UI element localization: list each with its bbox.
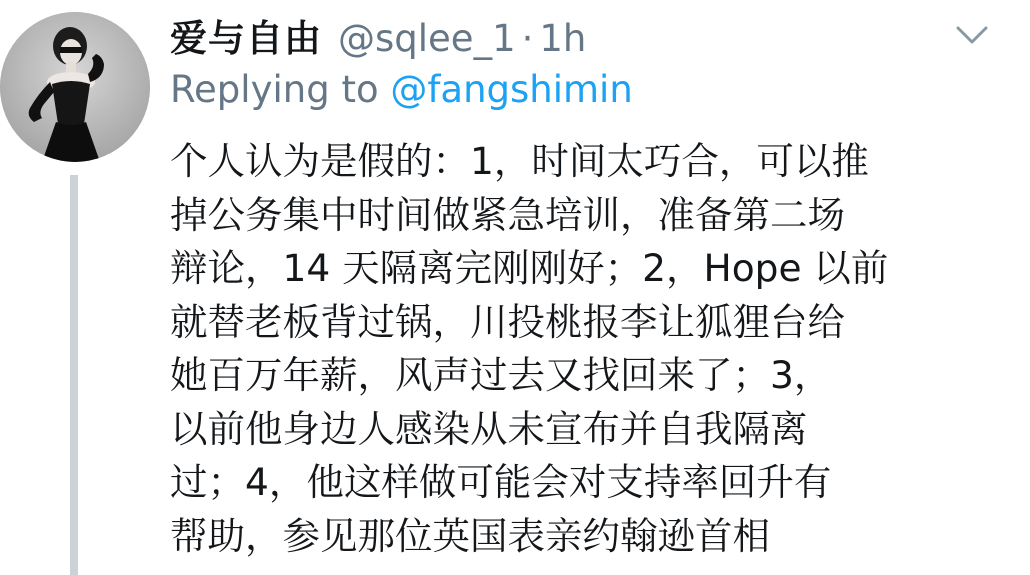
tweet-timestamp[interactable]: 1h [539,17,587,60]
author-handle[interactable]: @sqlee_1 [338,17,516,60]
avatar[interactable] [0,12,150,162]
author-display-name[interactable]: 爱与自由 [170,17,322,60]
thread-line [70,175,78,575]
tweet-body-line: 掉公务集中时间做紧急培训，准备第二场 [170,192,845,237]
tweet-body-line: 她百万年薪，风声过去又找回来了；3， [170,353,832,397]
header-separator: · [521,17,534,60]
tweet-body-line: 过；4，他这样做可能会对支持率回升有 [170,460,832,504]
replying-to-label: Replying to [170,68,379,111]
tweet-body [170,135,1010,563]
tweet-body-line: 帮助，参见那位英国表亲约翰逊首相 [170,513,770,558]
more-options-button[interactable] [950,20,994,50]
reply-target-link[interactable]: @fangshimin [390,68,633,111]
replying-to [170,68,633,111]
chevron-down-icon [950,20,994,50]
avatar-photo-icon [0,12,150,162]
tweet-body-line: 就替老板背过锅，川投桃报李让狐狸台给 [170,299,845,344]
tweet-body-line: 辩论，14 天隔离完刚刚好；2，Hope 以前 [170,246,889,290]
tweet-body-line: 以前他身边人感染从未宣布并自我隔离 [170,406,808,451]
tweet-header [170,8,586,60]
tweet-body-line: 个人认为是假的：1，时间太巧合，可以推 [170,139,869,183]
